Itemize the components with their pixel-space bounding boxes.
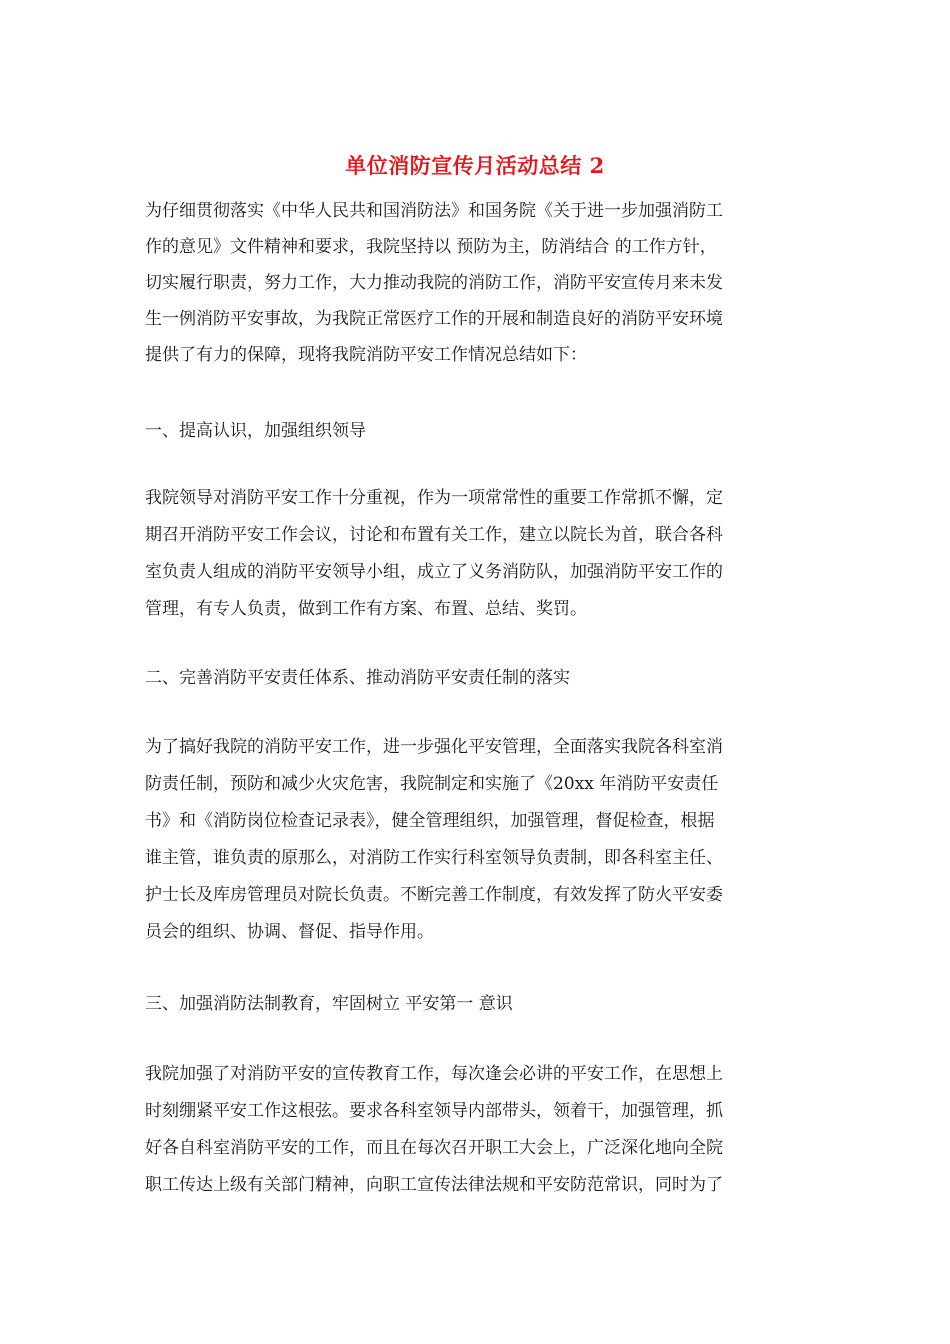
paragraph-line: 书》和《消防岗位检查记录表》，健全管理组织，加强管理，督促检查，根据 <box>145 811 715 831</box>
paragraph-line: 切实履行职责，努力工作，大力推动我院的消防工作，消防平安宣传月来未发 <box>145 273 723 293</box>
paragraph-line: 为仔细贯彻落实《中华人民共和国消防法》和国务院《关于进一步加强消防工 <box>145 201 723 221</box>
paragraph-line: 护士长及库房管理员对院长负责。不断完善工作制度，有效发挥了防火平安委 <box>145 885 723 905</box>
paragraph-line: 好各自科室消防平安的工作，而且在每次召开职工大会上，广泛深化地向全院 <box>145 1138 723 1158</box>
paragraph-line: 室负责人组成的消防平安领导小组，成立了义务消防队，加强消防平安工作的 <box>145 562 723 582</box>
section-heading-1: 一、提高认识，加强组织领导 <box>145 421 366 441</box>
paragraph-line: 为了搞好我院的消防平安工作，进一步强化平安管理，全面落实我院各科室消 <box>145 737 723 757</box>
paragraph-line: 提供了有力的保障，现将我院消防平安工作情况总结如下： <box>145 345 587 365</box>
section-heading-3: 三、加强消防法制教育，牢固树立 平安第一 意识 <box>145 994 513 1014</box>
paragraph-line: 作的意见》文件精神和要求，我院坚持以 预防为主，防消结合 的工作方针， <box>145 237 717 257</box>
paragraph-line: 我院领导对消防平安工作十分重视，作为一项常常性的重要工作常抓不懈，定 <box>145 488 723 508</box>
paragraph-line: 防责任制，预防和减少火灾危害，我院制定和实施了《20xx 年消防平安责任 <box>145 774 719 794</box>
paragraph-line: 我院加强了对消防平安的宣传教育工作，每次逢会必讲的平安工作，在思想上 <box>145 1064 723 1084</box>
paragraph-line: 管理，有专人负责，做到工作有方案、布置、总结、奖罚。 <box>145 599 587 619</box>
paragraph-line: 员会的组织、协调、督促、指导作用。 <box>145 922 434 942</box>
paragraph-line: 谁主管，谁负责的原那么，对消防工作实行科室领导负责制，即各科室主任、 <box>145 848 723 868</box>
paragraph-line: 生一例消防平安事故，为我院正常医疗工作的开展和制造良好的消防平安环境 <box>145 309 723 329</box>
document-title: 单位消防宣传月活动总结 2 <box>345 153 605 178</box>
paragraph-line: 职工传达上级有关部门精神，向职工宣传法律法规和平安防范常识，同时为了 <box>145 1175 723 1195</box>
paragraph-line: 期召开消防平安工作会议，讨论和布置有关工作，建立以院长为首，联合各科 <box>145 525 723 545</box>
section-heading-2: 二、完善消防平安责任体系、推动消防平安责任制的落实 <box>145 668 570 688</box>
paragraph-line: 时刻绷紧平安工作这根弦。要求各科室领导内部带头，领着干，加强管理，抓 <box>145 1101 723 1121</box>
